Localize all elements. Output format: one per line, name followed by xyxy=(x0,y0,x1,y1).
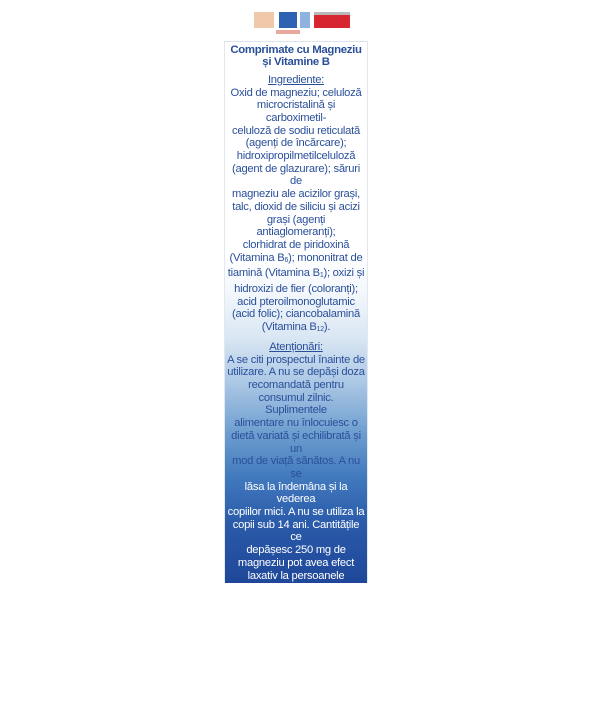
ingredients-line: talc, dioxid de siliciu și acizi xyxy=(232,200,360,213)
cap-label-segment xyxy=(276,30,300,34)
warnings-line: lăsa la îndemâna și la vederea xyxy=(244,480,348,506)
ingredients-line: (Vitamina B12). xyxy=(261,321,331,334)
expiry-line: înainte de sfârșitul / Lot: a se xyxy=(228,656,364,669)
article-number: Art.-Nr. 47376 xyxy=(262,688,330,701)
warnings-line: dietă variată și echilibrată și un xyxy=(231,429,361,455)
warnings-line: A se citi prospectul înainte de xyxy=(227,353,365,366)
ingredients-line: grași (agenți antiaglomeranți); xyxy=(256,213,336,239)
warnings-line: recomandată pentru xyxy=(248,378,344,391)
cap-label-segment xyxy=(300,12,310,28)
warnings-line: nu depășesc 25°C, în xyxy=(244,607,348,620)
ingredients-line: magneziu ale acizilor grași, xyxy=(232,188,360,201)
expiry-line: A se consuma de preferință xyxy=(231,644,361,657)
ingredients-line: hidroxipropilmetilceluloză xyxy=(236,150,356,163)
warnings-line: consumul zilnic. Suplimentele xyxy=(258,391,334,417)
ingredients-line: clorhidrat de piridoxină xyxy=(242,238,350,251)
cap-label-segment xyxy=(314,12,350,15)
ingredients-line: (Vitamina B6); mononitrat de xyxy=(229,251,363,264)
ingredients-line: celuloză de sodiu reticulată xyxy=(232,124,360,137)
ingredients-line: microcristalină și carboximetil- xyxy=(256,99,336,124)
warnings-heading: Atenționări: xyxy=(269,340,323,353)
ingredients-line: tiamină (Vitamina B1); oxizi și xyxy=(227,267,365,280)
tube-cap-label xyxy=(224,0,368,42)
warnings-line: alimentare nu înlocuiesc o xyxy=(234,417,358,430)
cap-label-segment xyxy=(254,12,274,28)
warnings-line: laxativ la persoanele sensibile. xyxy=(247,569,345,595)
cap-label-segment xyxy=(279,12,297,28)
vitamin-subscript: 6 xyxy=(284,256,289,264)
ingredients-line: (agenți de încărcare); xyxy=(245,137,347,150)
ingredients-line: Oxid de magneziu; celuloză xyxy=(230,86,362,99)
warnings-line: copiilor mici. A nu se utiliza la xyxy=(227,506,365,519)
vitamin-subscript: 12 xyxy=(316,326,324,334)
warnings-line: magneziu pot avea efect xyxy=(237,556,355,569)
ingredients-line: acid pteroilmonoglutamic xyxy=(237,295,355,308)
warnings-line: mod de viață sănătos. A nu se xyxy=(232,455,360,480)
warnings-line: copii sub 14 ani. Cantitățile ce xyxy=(232,518,360,544)
ingredients-line: hidroxizi de fier (coloranți); xyxy=(234,283,358,296)
warnings-line: depășesc 250 mg de xyxy=(246,544,346,557)
expiry-lot-text xyxy=(224,644,368,682)
warnings-line: ambalajul original. xyxy=(253,620,339,633)
warnings-line: A se păstra la temperaturi ce xyxy=(228,594,364,607)
warnings-text xyxy=(224,354,368,633)
ingredients-line: (agent de glazurare); săruri de xyxy=(232,162,360,188)
product-title xyxy=(224,44,368,69)
warnings-line: utilizare. A nu se depăși doza xyxy=(227,366,365,379)
product-title-line: și Vitamine B xyxy=(262,56,330,69)
vitamin-subscript: 1 xyxy=(319,272,324,280)
ingredients-heading: Ingrediente: xyxy=(267,73,325,86)
product-title-line: Comprimate cu Magneziu xyxy=(230,44,362,56)
ingredients-list xyxy=(224,87,368,337)
label-text-block xyxy=(224,42,368,701)
expiry-line: vedea pe capacul cutiei. xyxy=(238,669,354,682)
ingredients-line: (acid folic); ciancobalamină xyxy=(232,308,360,321)
